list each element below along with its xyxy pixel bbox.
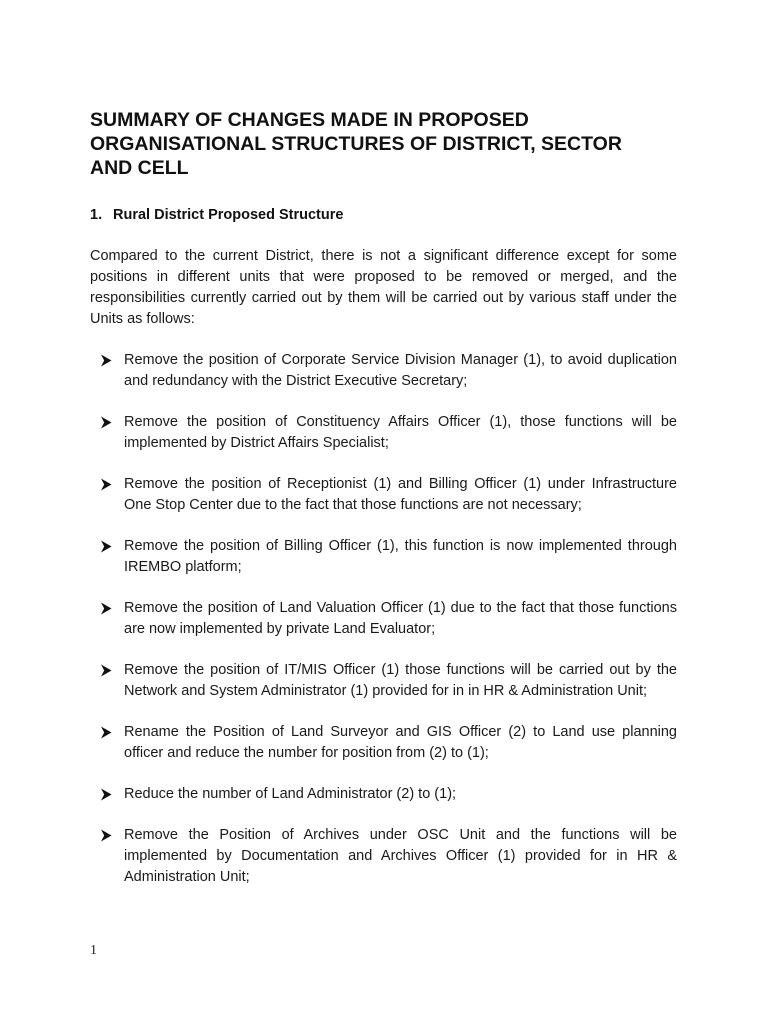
list-item-text: Rename the Position of Land Surveyor and GIS Officer (2) to Land use planning officer and reduce the number for position from (2) to (1);: [124, 724, 677, 761]
section-number: 1.: [90, 207, 103, 223]
section-heading: [90, 205, 343, 225]
arrowhead-bullet-icon: [100, 354, 112, 367]
section-heading-text: Rural District Proposed Structure: [113, 207, 344, 223]
page-number: 1: [90, 943, 97, 958]
list-item-text: Reduce the number of Land Administrator (2) to (1);: [124, 786, 457, 802]
arrowhead-bullet-icon: [100, 602, 112, 615]
list-item-text: Remove the position of IT/MIS Officer (1) those functions will be carried out by the Network and System Administrator (1) provided for in in HR & Administration Unit;: [124, 662, 677, 699]
list-item-text: Remove the position of Receptionist (1) and Billing Officer (1) under Infrastructure One Stop Center due to the fact that those functions are not necessary;: [124, 476, 677, 513]
arrowhead-bullet-icon: [100, 726, 112, 739]
list-item-text: Remove the position of Billing Officer (1), this function is now implemented through IREMBO platform;: [124, 538, 677, 575]
intro-paragraph: Compared to the current District, there is not a significant difference except for some positions in different units that were proposed to be removed or merged, and the responsibilities currently carried out by them will be carried out by various staff under the Units as follows:: [90, 248, 677, 327]
arrowhead-bullet-icon: [100, 416, 112, 429]
document-title: SUMMARY OF CHANGES MADE IN PROPOSED ORGANISATIONAL STRUCTURES OF DISTRICT, SECTOR AND CELL: [90, 109, 622, 179]
list-item-text: Remove the position of Land Valuation Officer (1) due to the fact that those functions are now implemented by private Land Evaluator;: [124, 600, 677, 637]
list-item-text: Remove the position of Constituency Affairs Officer (1), those functions will be implemented by District Affairs Specialist;: [124, 414, 677, 451]
arrowhead-bullet-icon: [100, 829, 112, 842]
arrowhead-bullet-icon: [100, 664, 112, 677]
arrowhead-bullet-icon: [100, 788, 112, 801]
list-item-text: Remove the position of Corporate Service Division Manager (1), to avoid duplication and redundancy with the District Executive Secretary;: [124, 352, 677, 389]
list-item-text: Remove the Position of Archives under OSC Unit and the functions will be implemented by Documentation and Archives Officer (1) provided for in HR & Administration Unit;: [124, 827, 677, 885]
arrowhead-bullet-icon: [100, 540, 112, 553]
arrowhead-bullet-icon: [100, 478, 112, 491]
